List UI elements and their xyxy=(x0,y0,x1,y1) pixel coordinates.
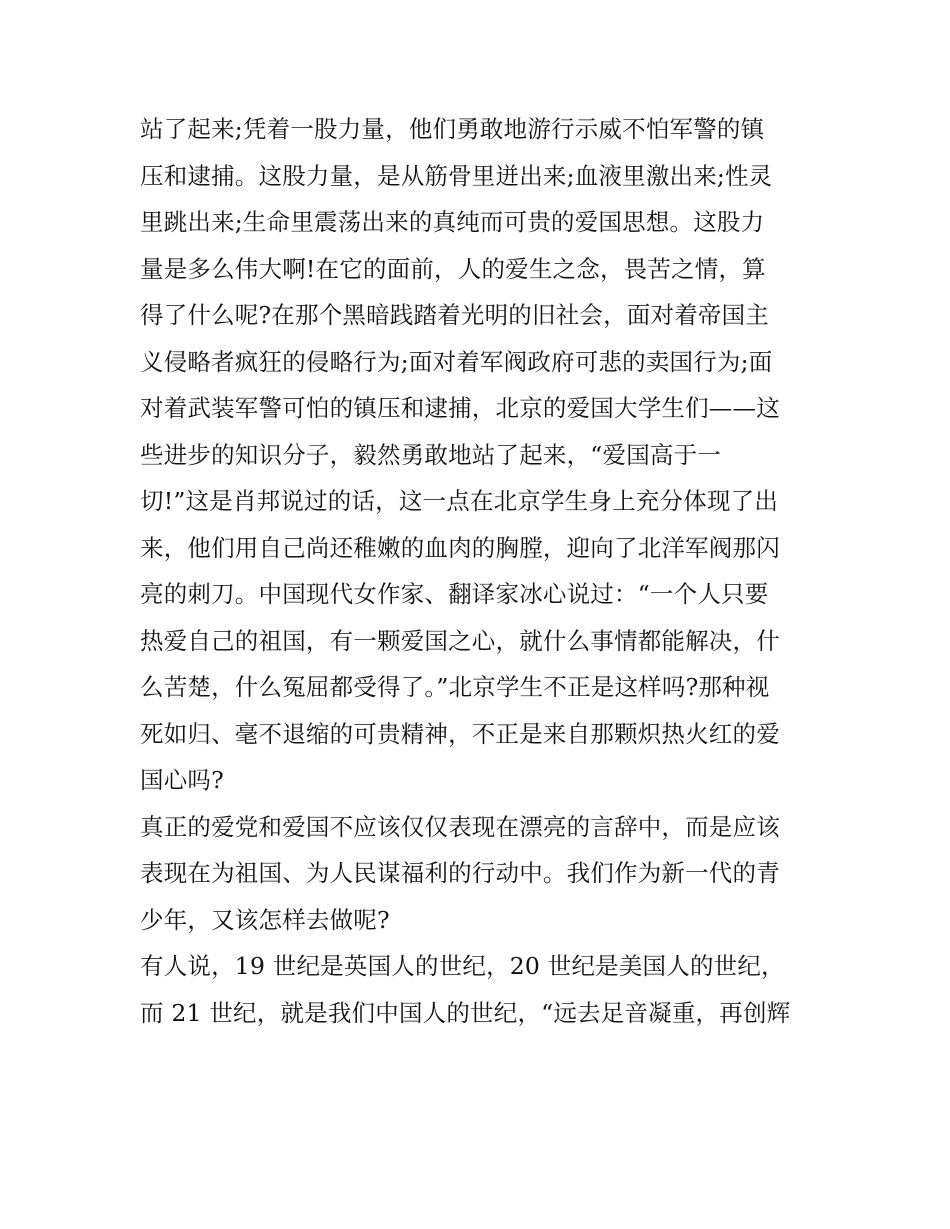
text-line: 得了什么呢?在那个黑暗践踏着光明的旧社会，面对着帝国主 xyxy=(140,301,769,329)
text-line: 量是多么伟大啊!在它的面前，人的爱生之念，畏苦之情，算 xyxy=(140,254,766,283)
text-line: 压和逮捕。这股力量，是从筋骨里迸出来;血液里激出来;性灵 xyxy=(140,161,773,190)
text-line: 站了起来;凭着一股力量，他们勇敢地游行示威不怕军警的镇 xyxy=(140,115,765,143)
text-line: 热爱自己的祖国，有一颗爱国之心，就什么事情都能解决，什 xyxy=(140,626,780,655)
text-line: 对着武装军警可怕的镇压和逮捕，北京的爱国大学生们——这 xyxy=(140,394,780,422)
text-line: 里跳出来;生命里震荡出来的真纯而可贵的爱国思想。这股力 xyxy=(140,208,765,236)
text-line: 表现在为祖国、为人民谋福利的行动中。我们作为新一代的青 xyxy=(140,859,780,887)
text-line: 国心吗? xyxy=(140,766,224,794)
text-line: 些进步的知识分子，毅然勇敢地站了起来，“爱国高于一 xyxy=(140,440,722,469)
text-line: 义侵略者疯狂的侵略行为;面对着军阀政府可悲的卖国行为;面 xyxy=(140,347,773,376)
text-line: 死如归、毫不退缩的可贵精神，不正是来自那颗炽热火红的爱 xyxy=(140,719,780,748)
text-line: 来，他们用自己尚还稚嫩的血肉的胸膛，迎向了北洋军阀那闪 xyxy=(140,533,780,562)
text-line: 切!”这是肖邦说过的话，这一点在北京学生身上充分体现了出 xyxy=(140,487,779,515)
text-line: 么苦楚，什么冤屈都受得了。”北京学生不正是这样吗?那种视 xyxy=(140,673,770,701)
text-line: 而 21 世纪，就是我们中国人的世纪，“远去足音凝重，再创辉 xyxy=(140,998,791,1027)
text-line: 真正的爱党和爱国不应该仅仅表现在漂亮的言辞中，而是应该 xyxy=(140,812,780,841)
text-line: 少年，又该怎样去做呢? xyxy=(140,905,390,934)
text-line: 亮的刺刀。中国现代女作家、翻译家冰心说过：“一个人只要 xyxy=(140,580,769,608)
document-page xyxy=(140,106,820,1036)
text-line: 有人说，19 世纪是英国人的世纪，20 世纪是美国人的世纪， xyxy=(140,952,785,980)
